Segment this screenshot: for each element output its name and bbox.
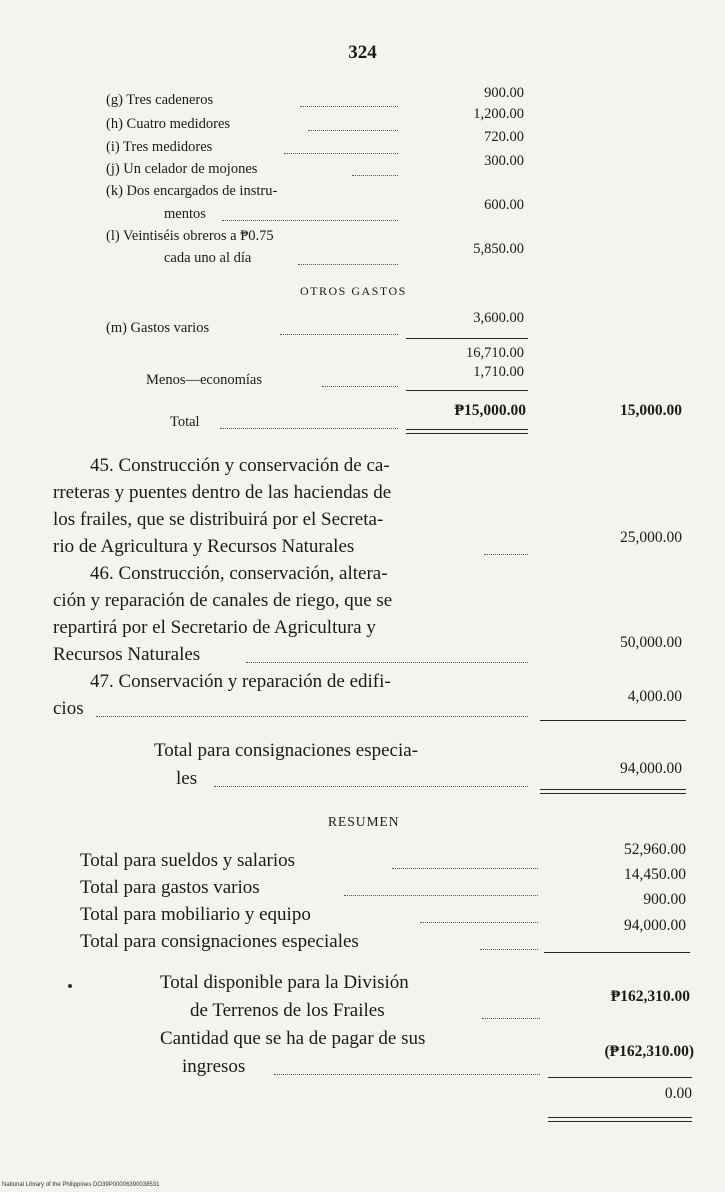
item-j-amount: 300.00: [484, 153, 524, 169]
resumen-sueldos-label: Total para sueldos y salarios: [80, 850, 296, 871]
resumen-sueldos-amount: 52,960.00: [624, 841, 686, 858]
resumen-especiales-label: Total para consignaciones especiales: [80, 931, 359, 952]
item-k-amount: 600.00: [484, 197, 524, 213]
disponible-line2: de Terrenos de los Frailes: [190, 1000, 385, 1021]
item46-line1: 46. Construcción, conservación, altera-: [90, 563, 388, 584]
total-especiales-amount: 94,000.00: [620, 760, 682, 777]
footer-credit: National Library of the Philippines DO39P00006390038531: [2, 1182, 160, 1188]
item-i-label: (i) Tres medidores: [106, 139, 213, 155]
item-k-label-cont: mentos: [164, 206, 206, 222]
item46-line2: ción y reparación de canales de riego, que se: [53, 590, 393, 611]
menos-amount: 1,710.00: [473, 364, 524, 380]
resumen-especiales-amount: 94,000.00: [624, 917, 686, 934]
gastos-varios-label: (m) Gastos varios: [106, 320, 210, 336]
cantidad-amount: (₱162,310.00): [604, 1043, 694, 1060]
resumen-heading: RESUMEN: [328, 814, 400, 829]
item-l-amount: 5,850.00: [473, 241, 524, 257]
item46-amount: 50,000.00: [620, 634, 682, 651]
item45-line3: los frailes, que se distribuirá por el Secreta-: [53, 509, 384, 530]
item-h-label: (h) Cuatro medidores: [106, 116, 231, 132]
subtotal-amount: 16,710.00: [466, 345, 524, 361]
resumen-gastos-label: Total para gastos varios: [80, 877, 260, 898]
resumen-mobiliario-amount: 900.00: [643, 891, 686, 908]
item-g-amount: 900.00: [484, 85, 524, 101]
item45-line1: 45. Construcción y conservación de ca-: [90, 455, 390, 476]
page-number: 324: [348, 42, 377, 63]
item45-line2: rreteras y puentes dentro de las haciendas de: [53, 482, 392, 503]
cantidad-line2: ingresos: [182, 1056, 246, 1077]
disponible-amount: ₱162,310.00: [610, 988, 690, 1005]
item47-amount: 4,000.00: [627, 688, 682, 705]
item46-line4: Recursos Naturales: [53, 644, 201, 665]
total-label: Total: [170, 414, 200, 430]
item-j-label: (j) Un celador de mojones: [106, 161, 258, 177]
cantidad-line1: Cantidad que se ha de pagar de sus: [160, 1028, 426, 1049]
dot-mark: [68, 984, 72, 988]
final-amount: 0.00: [664, 1085, 692, 1102]
total-especiales-line1: Total para consignaciones especia-: [154, 740, 419, 761]
item-l-label-cont: cada uno al día: [164, 250, 252, 266]
item47-line1: 47. Conservación y reparación de edifi-: [90, 671, 391, 692]
disponible-line1: Total disponible para la División: [160, 972, 409, 993]
item45-amount: 25,000.00: [620, 529, 682, 546]
item-g-label: (g) Tres cadeneros: [106, 92, 214, 108]
item-h-amount: 1,200.00: [473, 106, 524, 122]
resumen-gastos-amount: 14,450.00: [624, 866, 686, 883]
gastos-varios-amount: 3,600.00: [473, 310, 524, 326]
total-carried-amount: 15,000.00: [620, 402, 682, 419]
total-especiales-line2: les: [176, 768, 198, 789]
otros-gastos-heading: OTROS GASTOS: [300, 284, 407, 298]
item-l-label: (l) Veintiséis obreros a ₱0.75: [106, 228, 274, 244]
item47-line2: cios: [53, 698, 84, 719]
resumen-mobiliario-label: Total para mobiliario y equipo: [80, 904, 311, 925]
item-k-label: (k) Dos encargados de instru-: [106, 183, 278, 199]
menos-label: Menos—economías: [146, 372, 262, 388]
item45-line4: rio de Agricultura y Recursos Naturales: [53, 536, 355, 557]
item-i-amount: 720.00: [484, 129, 524, 145]
total-amount: ₱15,000.00: [454, 402, 526, 419]
item46-line3: repartirá por el Secretario de Agricultura y: [53, 617, 376, 638]
